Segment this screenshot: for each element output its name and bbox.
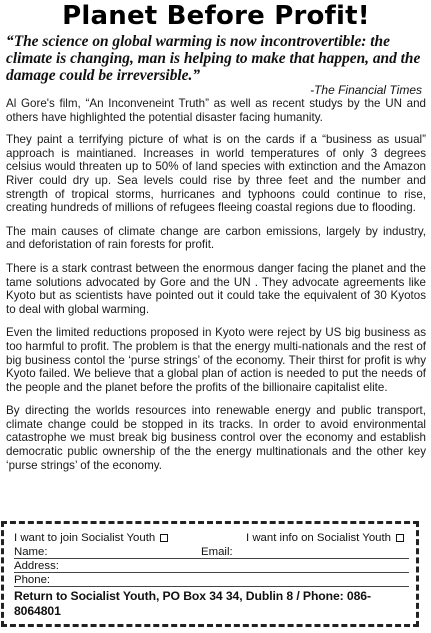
headline: Planet Before Profit!	[62, 1, 370, 31]
paragraph: They paint a terrifying picture of what is on the cards if a “business as usual” approach is maintianed. Increases in world temperatures of only 3 degrees celsius would threaten up to 50% of land species with extinction and the Amazon River could dry up. Sea levels could rise by three feet and the number and strength of tropical storms, hurricanes and typhoons could continue to rise, creating hundreds of millions of refugees fleeing coastal regions due to flooding.	[6, 133, 426, 215]
signup-form	[1, 521, 419, 627]
pull-quote: “The science on global warming is now incontrovertible: the climate is changing, man is helping to make that happen, and the damage could be irreversible.”	[6, 33, 421, 84]
address-row[interactable]	[14, 559, 409, 573]
address-label: Address:	[14, 560, 59, 572]
article-body	[6, 97, 426, 472]
info-option	[246, 531, 404, 545]
name-email-row[interactable]	[14, 545, 409, 559]
email-label: Email:	[201, 546, 233, 558]
paragraph: The main causes of climate change are carbon emissions, largely by industry, and deforistation of rain forests for profit.	[6, 224, 426, 252]
phone-label: Phone:	[14, 574, 51, 586]
checkbox-row	[14, 531, 409, 545]
join-option	[14, 532, 168, 544]
paragraph: By directing the worlds resources into renewable energy and public transport, climate change could be stopped in its tracks. In order to avoid environmental catastrophe we must break big business control over the economy and establish democratic public ownership of the the energy multinationals and the other key ‘purse strings’ of the economy.	[6, 404, 426, 472]
info-checkbox[interactable]	[396, 534, 404, 542]
join-label: I want to join Socialist Youth	[14, 532, 156, 544]
join-checkbox[interactable]	[160, 534, 168, 542]
paragraph: Even the limited reductions proposed in Kyoto were reject by US big business as too harmful to profit. The problem is that the energy multi-nationals and the rest of big business contol the ‘purse strings’ of the economy. Their thirst for profit is why Kyoto failed. We believe that a global plan of action is needed to put the needs of the people and the planet before the profits of the billionaire capitalist elite.	[6, 326, 426, 394]
phone-row[interactable]	[14, 573, 409, 587]
return-address: Return to Socialist Youth, PO Box 34 34, Dublin 8 / Phone: 086-8064801	[14, 589, 371, 618]
paragraph: Al Gore's film, “An Inconveneint Truth” as well as recent studys by the UN and others have highlighted the potential disaster facing humanity.	[6, 97, 426, 124]
paragraph: There is a stark contrast between the enormous danger facing the planet and the tame solutions advocated by Gore and the UN . They advocate agreements like Kyoto but as scientists have pointed out it could take the equivalent of 30 Kyotos to deal with global warming.	[6, 261, 426, 316]
name-label: Name:	[14, 546, 48, 558]
info-label: I want info on Socialist Youth	[246, 532, 392, 544]
quote-attribution: -The Financial Times	[310, 83, 422, 97]
